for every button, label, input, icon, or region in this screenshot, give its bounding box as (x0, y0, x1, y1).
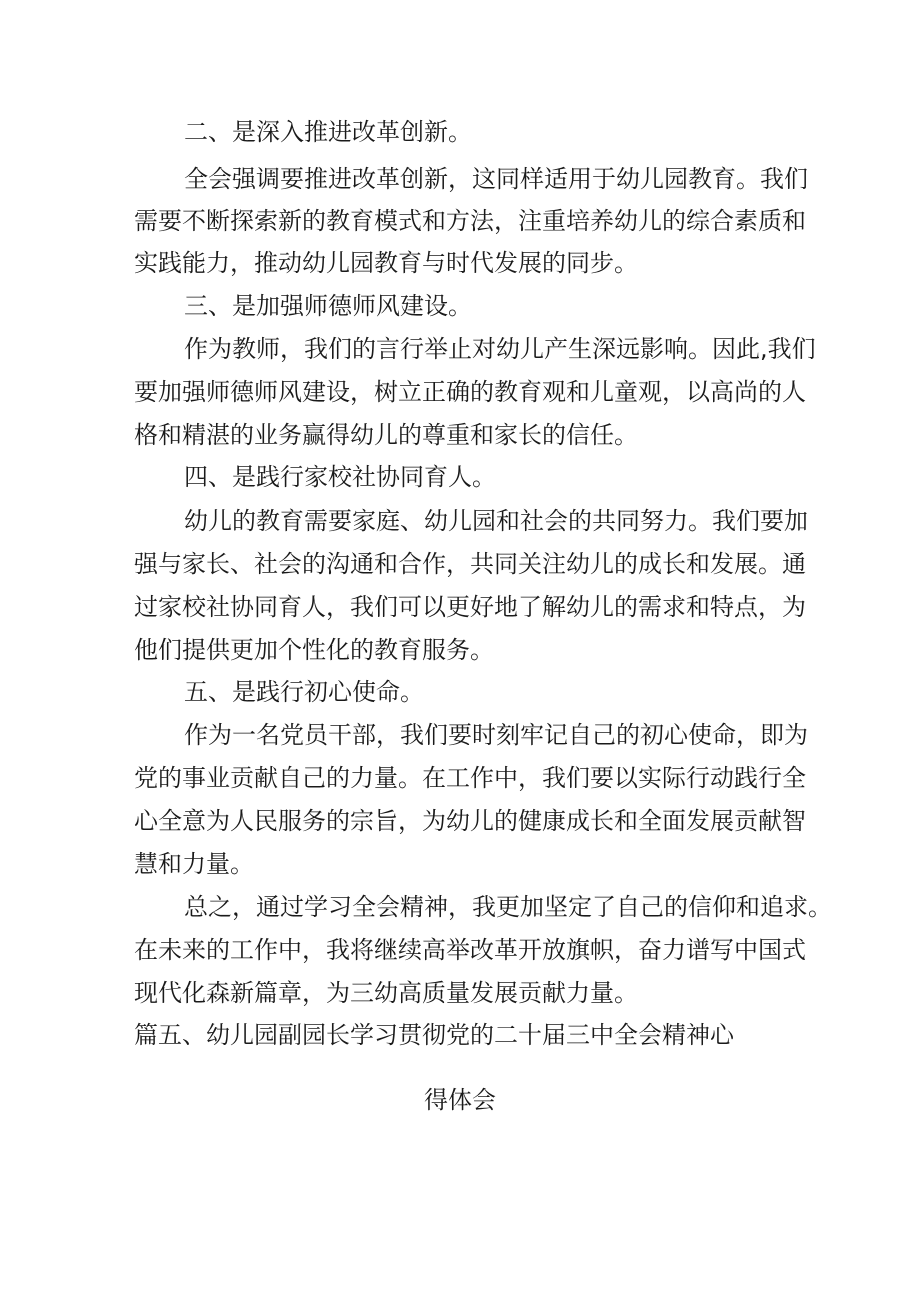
paragraph-line: 要加强师德师风建设，树立正确的教育观和儿童观，以高尚的人 (134, 378, 806, 406)
paragraph-line: 现代化森新篇章，为三幼高质量发展贡献力量。 (134, 979, 638, 1007)
section-heading-3: 三、是加强师德师风建设。 (184, 292, 472, 320)
paragraph-line: 作为教师，我们的言行举止对幼儿产生深远影响。因此,我们 (184, 335, 816, 363)
article-title-line: 篇五、幼儿园副园长学习贯彻党的二十届三中全会精神心 (134, 1021, 734, 1049)
section-heading-4: 四、是践行家校社协同育人。 (184, 463, 496, 491)
paragraph-line: 强与家长、社会的沟通和合作，共同关注幼儿的成长和发展。通 (134, 550, 806, 578)
paragraph-line: 他们提供更加个性化的教育服务。 (134, 636, 494, 664)
paragraph-line: 格和精湛的业务赢得幼儿的尊重和家长的信任。 (134, 421, 638, 449)
paragraph-line: 实践能力，推动幼儿园教育与时代发展的同步。 (134, 249, 638, 277)
paragraph-line: 总之，通过学习全会精神，我更加坚定了自己的信仰和追求。 (184, 893, 832, 921)
paragraph-line: 全会强调要推进改革创新，这同样适用于幼儿园教育。我们 (184, 165, 808, 193)
paragraph-line: 慧和力量。 (134, 850, 254, 878)
article-title-line-end: 得体会 (424, 1086, 496, 1114)
paragraph-line: 党的事业贡献自己的力量。在工作中，我们要以实际行动践行全 (134, 764, 806, 792)
section-heading-2: 二、是深入推进改革创新。 (184, 118, 472, 146)
paragraph-line: 幼儿的教育需要家庭、幼儿园和社会的共同努力。我们要加 (184, 507, 808, 535)
paragraph-line: 作为一名党员干部，我们要时刻牢记自己的初心使命，即为 (184, 721, 808, 749)
paragraph-line: 在未来的工作中，我将继续高举改革开放旗帜，奋力谱写中国式 (134, 936, 806, 964)
paragraph-line: 需要不断探索新的教育模式和方法，注重培养幼儿的综合素质和 (134, 207, 806, 235)
section-heading-5: 五、是践行初心使命。 (184, 678, 424, 706)
paragraph-line: 心全意为人民服务的宗旨，为幼儿的健康成长和全面发展贡献智 (134, 807, 806, 835)
paragraph-line: 过家校社协同育人，我们可以更好地了解幼儿的需求和特点，为 (134, 593, 806, 621)
